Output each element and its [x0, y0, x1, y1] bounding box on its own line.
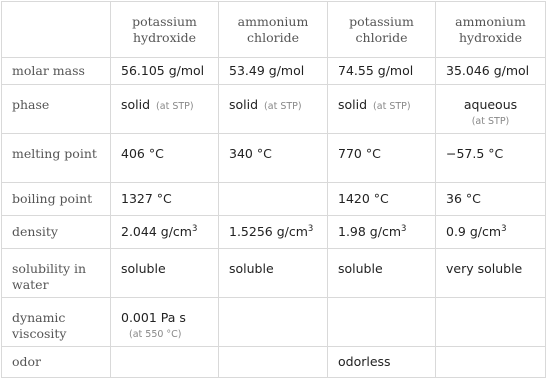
cell-value: soluble	[328, 249, 436, 298]
properties-table	[1, 1, 546, 378]
cell-value: 770 °C	[328, 134, 436, 183]
cell-value	[111, 216, 219, 249]
column-header: potassium chloride	[328, 2, 436, 58]
table-row	[2, 85, 546, 134]
value-text: solid	[338, 97, 368, 112]
cell-value: soluble	[219, 249, 328, 298]
column-header: potassium hydroxide	[111, 2, 219, 58]
row-label: density	[2, 216, 111, 249]
cell-value	[328, 216, 436, 249]
cell-value	[219, 347, 328, 378]
row-label: melting point	[2, 134, 111, 183]
cell-value: odorless	[328, 347, 436, 378]
cell-value	[219, 85, 328, 134]
cell-value	[436, 216, 546, 249]
cell-value	[219, 183, 328, 216]
exponent: 3	[191, 223, 198, 234]
cell-value: 340 °C	[219, 134, 328, 183]
cell-value	[111, 347, 219, 378]
table-row	[2, 216, 546, 249]
cell-value	[111, 85, 219, 134]
cell-value	[436, 298, 546, 347]
column-header: ammonium hydroxide	[436, 2, 546, 58]
cell-value: −57.5 °C	[436, 134, 546, 183]
value-text: 0.001 Pa s	[121, 310, 186, 325]
cell-value	[328, 298, 436, 347]
cell-value	[111, 298, 219, 347]
cell-value	[328, 85, 436, 134]
table-row	[2, 134, 546, 183]
cell-value	[219, 216, 328, 249]
value-text: 2.044 g/cm	[121, 224, 192, 239]
cell-value: 74.55 g/mol	[328, 58, 436, 85]
cell-value: very soluble	[436, 249, 546, 298]
condition-note: (at 550 °C)	[129, 329, 182, 340]
table-row	[2, 183, 546, 216]
row-label: dynamic viscosity	[2, 298, 111, 347]
corner-cell	[2, 2, 111, 58]
column-header: ammonium chloride	[219, 2, 328, 58]
condition-note: (at STP)	[471, 116, 510, 127]
row-label: molar mass	[2, 58, 111, 85]
exponent: 3	[401, 223, 407, 234]
condition-note: (at STP)	[156, 101, 194, 112]
value-text: solid	[229, 97, 259, 112]
table-row	[2, 347, 546, 378]
cell-value	[436, 347, 546, 378]
condition-note: (at STP)	[264, 101, 302, 112]
table-row	[2, 249, 546, 298]
cell-value	[219, 298, 328, 347]
header-row	[2, 2, 546, 58]
cell-value: 53.49 g/mol	[219, 58, 328, 85]
value-text: aqueous	[463, 97, 518, 112]
exponent: 3	[307, 223, 314, 234]
table-row	[2, 58, 546, 85]
row-label: solubility in water	[2, 249, 111, 298]
cell-value: 406 °C	[111, 134, 219, 183]
row-label: boiling point	[2, 183, 111, 216]
cell-value: soluble	[111, 249, 219, 298]
row-label: odor	[2, 347, 111, 378]
value-text: 0.9 g/cm	[446, 224, 502, 239]
cell-value	[436, 85, 546, 134]
row-label: phase	[2, 85, 111, 134]
exponent: 3	[501, 223, 507, 234]
cell-value: 36 °C	[436, 183, 546, 216]
value-text: 1.98 g/cm	[338, 224, 402, 239]
value-text: solid	[121, 97, 151, 112]
value-text: 1.5256 g/cm	[229, 224, 308, 239]
cell-value: 1420 °C	[328, 183, 436, 216]
cell-value: 56.105 g/mol	[111, 58, 219, 85]
condition-note: (at STP)	[373, 101, 411, 112]
cell-value: 1327 °C	[111, 183, 219, 216]
cell-value: 35.046 g/mol	[436, 58, 546, 85]
table-row	[2, 298, 546, 347]
